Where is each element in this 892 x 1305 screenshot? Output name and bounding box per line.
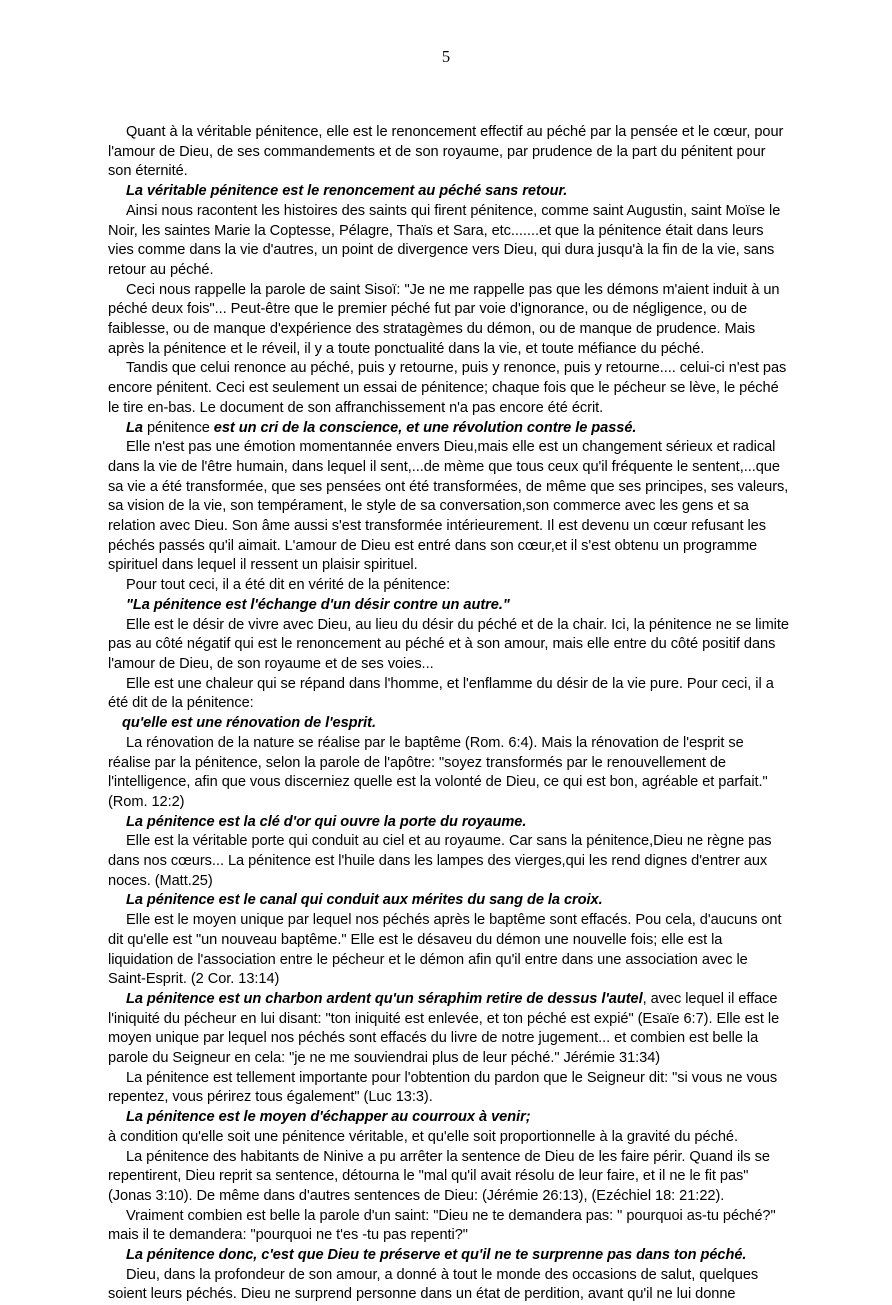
paragraph: La pénitence des habitants de Ninive a pu arrêter la sentence de Dieu de les faire périr. Quand ils se repentirent, Dieu reprit sa sentence, détourna le "mal qu'il avait résolu de leur faire, et il ne le fit pas" (Jonas 3:10). De même dans d'autres sentences de Dieu: (Jérémie 26:13), (Ezéchiel 18: 21:22). — [108, 1148, 770, 1204]
heading: qu'elle est une rénovation de l'esprit. — [122, 715, 376, 732]
paragraph: Vraiment combien est belle la parole d'un saint: "Dieu ne te demandera pas: " pourquoi as-tu péché?" mais il te demandera: "pourquoi ne t'es -tu pas repenti?" — [108, 1207, 776, 1244]
heading-regular-segment: pénitence — [142, 419, 214, 436]
document-body — [108, 123, 789, 1305]
paragraph: Pour tout ceci, il a été dit en vérité de la pénitence: — [126, 577, 451, 594]
heading: "La pénitence est l'échange d'un désir contre un autre." — [126, 596, 510, 613]
heading-lead: La — [126, 419, 143, 436]
paragraph: Ainsi nous racontent les histoires des saints qui firent pénitence, comme saint Augustin, saint Moïse le Noir, les saintes Marie la Coptesse, Pélagre, Thaïs et Sara, etc.......et que la pénitence était dans leurs vies comme dans la vie d'autres, un point de divergence vers Dieu, qui dura jusqu'à la fin de la vie, sans retour au péché. — [108, 202, 781, 278]
page-number: 5 — [441, 47, 451, 66]
paragraph: La pénitence est tellement importante pour l'obtention du pardon que le Seigneur dit: "si vous ne vous repentez, vous périrez tous également" (Luc 13:3). — [108, 1069, 778, 1106]
paragraph: Elle n'est pas une émotion momentannée envers Dieu,mais elle est un changement sérieux et radical dans la vie de l'être humain, dans lequel il sent,...de mème que tous ceux qu'il fréquente le sentent,...que sa vie a été transformée, que ses pensées ont été transformées, de même que ses principes, ses valeurs, sa vision de la vie, son tempérament, le style de sa conversation,son commerce avec les gens et sa relation avec Dieu. Son âme aussi s'est transformée intérieurement. Il est devenu un cœur refusant les péchés passés qu'il aimait. L'amour de Dieu est entré dans son cœur,et il s'est obtenu un programme spirituel dans lequel il ressent un plaisir spirituel. — [108, 439, 789, 574]
heading: La pénitence est le moyen d'échapper au courroux à venir; — [126, 1109, 531, 1126]
paragraph: Elle est une chaleur qui se répand dans l'homme, et l'enflamme du désir de la vie pure. Pour ceci, il a été dit de la pénitence: — [108, 675, 774, 712]
paragraph: Elle est la véritable porte qui conduit au ciel et au royaume. Car sans la pénitence,Dieu ne règne pas dans nos cœurs... La pénitence est l'huile dans les lampes des vierges,qui les rend dignes d'entrer aux noces. (Matt.25) — [108, 833, 772, 889]
heading: La pénitence est le canal qui conduit aux mérites du sang de la croix. — [126, 892, 603, 909]
paragraph: à condition qu'elle soit une pénitence véritable, et qu'elle soit proportionnelle à la gravité du péché. — [108, 1128, 738, 1145]
heading: La véritable pénitence est le renoncement au péché sans retour. — [126, 183, 568, 200]
paragraph: Quant à la véritable pénitence, elle est le renoncement effectif au péché par la pensée et le cœur, pour l'amour de Dieu, de ses commandements et de son royaume, par prudence de la part du pénitent pour son éternité. — [108, 124, 784, 180]
paragraph: La rénovation de la nature se réalise par le baptême (Rom. 6:4). Mais la rénovation de l'esprit se réalise par la pénitence, selon la parole de l'apôtre: "soyez transformés par le renouvellement de l'intelligence, afin que vous discerniez quelle est la volonté de Dieu, ce qui est bon, agréable et parfait." (Rom. 12:2) — [108, 734, 768, 810]
heading-mixed — [108, 419, 789, 439]
heading-trail: est un cri de la conscience, et une révolution contre le passé. — [213, 419, 637, 436]
heading: La pénitence est la clé d'or qui ouvre la porte du royaume. — [126, 813, 527, 830]
heading-lead: La pénitence est un charbon ardent qu'un séraphim retire de dessus l'autel — [126, 990, 643, 1007]
heading-mixed — [108, 990, 789, 1069]
heading-regular-segment: , avec lequel il efface l'iniquité du pécheur en lui disant: "ton iniquité est enlevée, et ton péché est expié" (Esaïe 6:7). Elle est le moyen unique par lequel nos péchés sont effacés du livre de notre jugement... et combien est belle la parole du Seigneur en cela: "je ne me souviendrai plus de leur péché." Jérémie 31:34) — [108, 990, 780, 1067]
paragraph: Elle est le moyen unique par lequel nos péchés après le baptême sont effacés. Pou cela, d'aucuns ont dit qu'elle est "un nouveau baptême." Elle est le désaveu du démon une nouvelle fois; elle est la liquidation de l'association entre le pécheur et le démon afin qu'il entre dans une association avec le Saint-Esprit. (2 Cor. 13:14) — [108, 912, 782, 988]
paragraph: Elle est le désir de vivre avec Dieu, au lieu du désir du péché et de la chair. Ici, la pénitence ne se limite pas au côté négatif qui est le renoncement au péché et à son amour, mais elle entre du côté positif dans l'amour de Dieu, de son royaume et de ses voies... — [108, 616, 789, 672]
paragraph: Ceci nous rappelle la parole de saint Sisoï: "Je ne me rappelle pas que les démons m'aient induit à un péché deux fois"... Peut-être que le premier péché fut par voie d'ignorance, ou de négligence, ou de faiblesse, ou de manque d'expérience des stratagèmes du démon, ou de manque de prudence. Mais après la pénitence et le réveil, il y a toute ponctualité dans la vie, et toute méfiance du péché. — [108, 281, 780, 357]
paragraph: Dieu, dans la profondeur de son amour, a donné à tout le monde des occasions de salut, quelques soient leurs péchés. Dieu ne surprend personne dans un état de perdition, avant qu'il ne lui donne — [108, 1266, 759, 1303]
heading: La pénitence donc, c'est que Dieu te préserve et qu'il ne te surprenne pas dans ton péché. — [126, 1247, 747, 1264]
paragraph: Tandis que celui renonce au péché, puis y retourne, puis y renonce, puis y retourne.... celui-ci n'est pas encore pénitent. Ceci est seulement un essai de pénitence; chaque fois que le pécheur se lève, le péché le tire en-bas. Le document de son affranchissement n'a pas encore été écrit. — [108, 360, 787, 416]
